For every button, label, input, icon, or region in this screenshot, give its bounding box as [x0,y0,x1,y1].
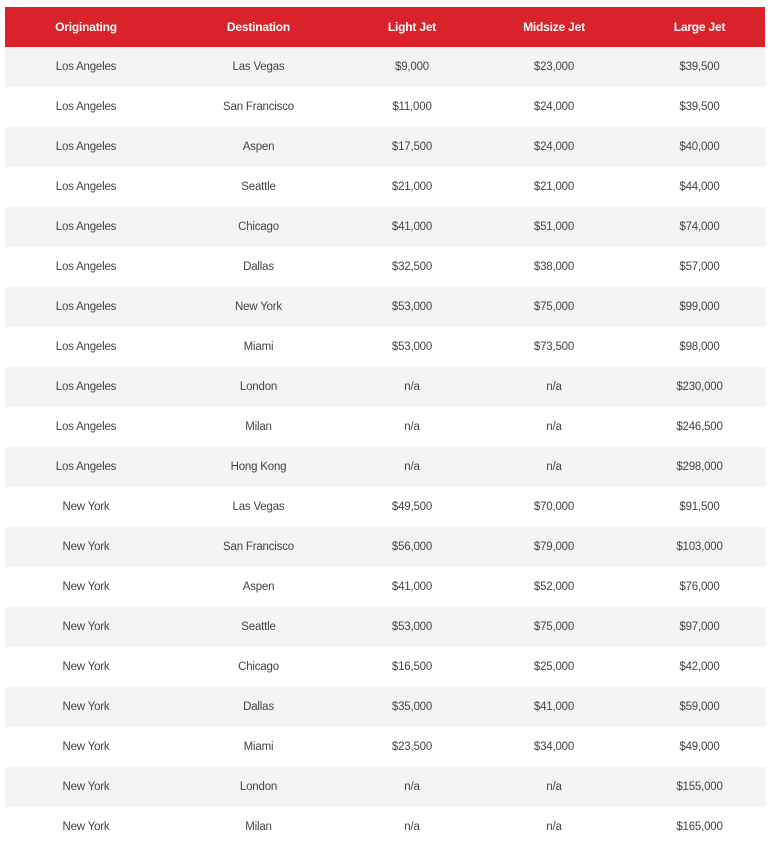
originating-cell: New York [62,621,110,633]
table-row [5,687,765,727]
light-jet-price-cell: $53,000 [391,621,433,633]
light-jet-price-cell: n/a [404,781,420,793]
light-jet-price-cell: $32,500 [391,261,433,273]
light-jet-price-cell: $16,500 [391,661,433,673]
destination-cell: Miami [243,341,274,353]
table-row [5,47,765,87]
large-jet-price-cell: $91,500 [679,501,720,513]
light-jet-price-cell: n/a [404,821,420,833]
destination-cell: Chicago [238,221,279,233]
destination-cell: Hong Kong [230,461,287,473]
midsize-jet-price-cell: n/a [546,821,562,833]
large-jet-price-cell: $98,000 [679,341,720,353]
destination-cell: Las Vegas [232,501,285,513]
destination-cell: San Francisco [223,101,294,113]
midsize-jet-price-cell: $70,000 [533,501,575,513]
table-row [5,647,765,687]
table-row [5,247,765,287]
originating-cell: Los Angeles [55,261,117,273]
table-header [5,7,765,47]
header-row [5,7,765,47]
destination-cell: London [239,381,278,393]
midsize-jet-price-cell: $24,000 [533,101,575,113]
light-jet-price-cell: $41,000 [391,581,433,593]
table-row [5,767,765,807]
destination-cell: Seattle [241,621,276,633]
originating-cell: New York [62,741,110,753]
table-row [5,287,765,327]
light-jet-price-cell: $21,000 [391,181,433,193]
midsize-jet-price-cell: $21,000 [533,181,575,193]
destination-cell: Las Vegas [232,61,285,73]
light-jet-price-cell: $53,000 [391,341,433,353]
table-row [5,807,765,847]
destination-cell: Chicago [238,661,279,673]
midsize-jet-price-cell: $38,000 [533,261,575,273]
large-jet-price-cell: $49,000 [679,741,720,753]
originating-cell: New York [62,661,110,673]
table-row [5,167,765,207]
light-jet-price-cell: $41,000 [391,221,433,233]
large-jet-price-cell: $230,000 [676,381,723,393]
originating-cell: Los Angeles [55,461,117,473]
originating-cell: Los Angeles [55,61,117,73]
destination-cell: Dallas [243,261,274,273]
midsize-jet-price-cell: $24,000 [533,141,575,153]
midsize-jet-price-cell: n/a [546,461,562,473]
midsize-jet-price-cell: n/a [546,781,562,793]
midsize-jet-price-cell: $34,000 [533,741,575,753]
midsize-jet-price-cell: $41,000 [533,701,575,713]
originating-cell: Los Angeles [55,181,117,193]
midsize-jet-price-cell: $52,000 [533,581,575,593]
large-jet-price-cell: $99,000 [679,301,720,313]
destination-cell: London [239,781,278,793]
jet-charter-pricing-table [5,7,765,847]
midsize-jet-price-cell: $79,000 [533,541,575,553]
light-jet-price-cell: $35,000 [391,701,433,713]
light-jet-price-cell: $11,000 [392,101,432,113]
table-row [5,447,765,487]
table-row [5,727,765,767]
originating-cell: New York [62,781,110,793]
table-row [5,367,765,407]
header-large-jet: Large Jet [673,20,726,34]
destination-cell: Miami [243,741,274,753]
table-row [5,527,765,567]
large-jet-price-cell: $57,000 [679,261,720,273]
light-jet-price-cell: n/a [404,381,420,393]
destination-cell: Seattle [241,181,276,193]
originating-cell: Los Angeles [55,381,117,393]
large-jet-price-cell: $246,500 [676,421,723,433]
table-row [5,87,765,127]
table-body [5,47,765,847]
table-row [5,567,765,607]
large-jet-price-cell: $39,500 [679,61,720,73]
light-jet-price-cell: n/a [404,461,420,473]
large-jet-price-cell: $40,000 [679,141,720,153]
header-midsize-jet: Midsize Jet [523,20,585,34]
light-jet-price-cell: $9,000 [395,61,429,73]
midsize-jet-price-cell: $23,000 [533,61,575,73]
originating-cell: Los Angeles [55,421,117,433]
large-jet-price-cell: $103,000 [676,541,723,553]
destination-cell: San Francisco [223,541,294,553]
midsize-jet-price-cell: n/a [546,421,562,433]
midsize-jet-price-cell: n/a [546,381,562,393]
light-jet-price-cell: n/a [404,421,420,433]
originating-cell: Los Angeles [55,221,117,233]
light-jet-price-cell: $49,500 [391,501,433,513]
originating-cell: New York [62,541,110,553]
large-jet-price-cell: $42,000 [679,661,720,673]
originating-cell: Los Angeles [55,301,117,313]
originating-cell: New York [62,821,110,833]
large-jet-price-cell: $97,000 [679,621,720,633]
table-row [5,607,765,647]
midsize-jet-price-cell: $73,500 [533,341,575,353]
destination-cell: Aspen [242,581,275,593]
midsize-jet-price-cell: $75,000 [533,621,575,633]
destination-cell: Aspen [242,141,275,153]
header-destination: Destination [226,20,291,34]
originating-cell: Los Angeles [55,341,117,353]
header-light-jet: Light Jet [387,20,437,34]
large-jet-price-cell: $74,000 [679,221,720,233]
large-jet-price-cell: $155,000 [676,781,723,793]
table-row [5,407,765,447]
large-jet-price-cell: $298,000 [676,461,723,473]
large-jet-price-cell: $165,000 [676,821,723,833]
large-jet-price-cell: $59,000 [679,701,720,713]
table-row [5,487,765,527]
header-originating: Originating [55,20,117,34]
large-jet-price-cell: $76,000 [679,581,720,593]
table-row [5,207,765,247]
destination-cell: Dallas [243,701,274,713]
originating-cell: New York [62,501,110,513]
light-jet-price-cell: $17,500 [391,141,433,153]
light-jet-price-cell: $23,500 [391,741,433,753]
destination-cell: Milan [245,821,272,833]
large-jet-price-cell: $44,000 [679,181,720,193]
midsize-jet-price-cell: $51,000 [533,221,575,233]
originating-cell: New York [62,701,110,713]
midsize-jet-price-cell: $75,000 [533,301,575,313]
light-jet-price-cell: $53,000 [391,301,433,313]
large-jet-price-cell: $39,500 [679,101,720,113]
originating-cell: Los Angeles [55,101,117,113]
table-row [5,327,765,367]
destination-cell: Milan [245,421,272,433]
light-jet-price-cell: $56,000 [391,541,433,553]
destination-cell: New York [235,301,282,313]
originating-cell: Los Angeles [55,141,117,153]
originating-cell: New York [62,581,110,593]
pricing-table-container [5,7,765,847]
table-row [5,127,765,167]
midsize-jet-price-cell: $25,000 [533,661,575,673]
